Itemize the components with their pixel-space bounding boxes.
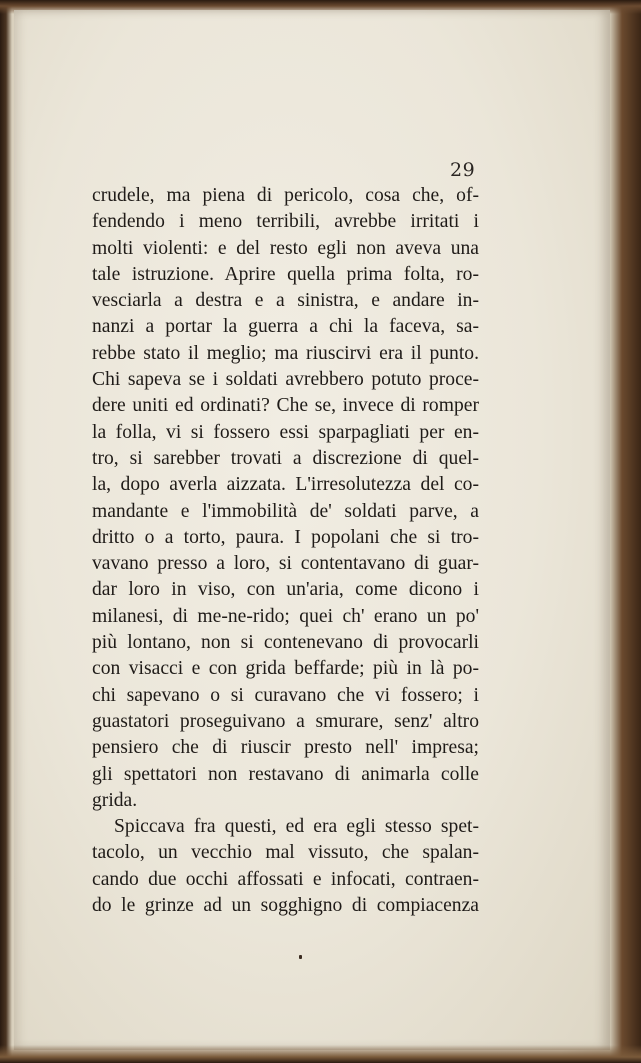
paper-page: [14, 10, 610, 1050]
text-line: guastatori proseguivano a smurare, senz' altro: [92, 710, 479, 732]
text-line: tro, si sarebber trovati a discrezione di quel-: [92, 447, 479, 469]
text-line: fendendo i meno terribili, avrebbe irritati i: [92, 211, 479, 233]
text-line: pensiero che di riuscir presto nell' impresa;: [92, 737, 479, 759]
text-line: crudele, ma piena di pericolo, cosa che, of-: [92, 185, 479, 206]
text-line: cando due occhi affossati e infocati, contraen-: [92, 868, 479, 890]
text-line: do le grinze ad un sogghigno di compiacenza: [92, 895, 479, 917]
text-line: gli spettatori non restavano di animarla colle: [92, 763, 479, 785]
ink-speck: [299, 955, 302, 959]
text-line: mandante e l'immobilità de' soldati parve, a: [92, 500, 479, 522]
bottom-binding-edge: [0, 1045, 641, 1063]
page-number: 29: [450, 159, 476, 181]
text-line: Chi sapeva se i soldati avrebbero potuto proce-: [92, 369, 479, 391]
text-line: chi sapevano o si curavano che vi fossero; i: [92, 684, 479, 706]
text-line: nanzi a portar la guerra a chi la faceva, sa-: [92, 316, 479, 338]
body-text: [92, 183, 479, 919]
text-line: tacolo, un vecchio mal vissuto, che spalan-: [92, 842, 479, 864]
paragraph-end-line: grida.: [92, 789, 138, 811]
text-line: dere uniti ed ordinati? Che se, invece di romper: [92, 395, 479, 417]
text-line: tale istruzione. Aprire quella prima folta, ro-: [92, 263, 479, 285]
text-line: vavano presso a loro, si contentavano di guar-: [92, 553, 479, 575]
text-line: molti violenti: e del resto egli non aveva una: [92, 237, 479, 259]
text-line: la, dopo averla aizzata. L'irresolutezza del co-: [92, 474, 479, 496]
text-line: milanesi, di me-ne-rido; quei ch' erano un po': [92, 605, 479, 627]
text-line: rebbe stato il meglio; ma riuscirvi era il punto.: [92, 342, 479, 364]
text-line: più lontano, non si contenevano di provocarli: [92, 632, 479, 654]
text-line: con visacci e con grida beffarde; più in là po-: [92, 658, 479, 680]
text-line: vesciarla a destra e a sinistra, e andare in-: [92, 290, 479, 312]
text-line: la folla, vi si fossero essi sparpagliati per en-: [92, 421, 479, 443]
text-line: dar loro in viso, con un'aria, come dicono i: [92, 579, 479, 601]
paragraph-start-line: Spiccava fra questi, ed era egli stesso spet-: [114, 816, 479, 838]
text-line: dritto o a torto, paura. I popolani che si tro-: [92, 526, 479, 548]
